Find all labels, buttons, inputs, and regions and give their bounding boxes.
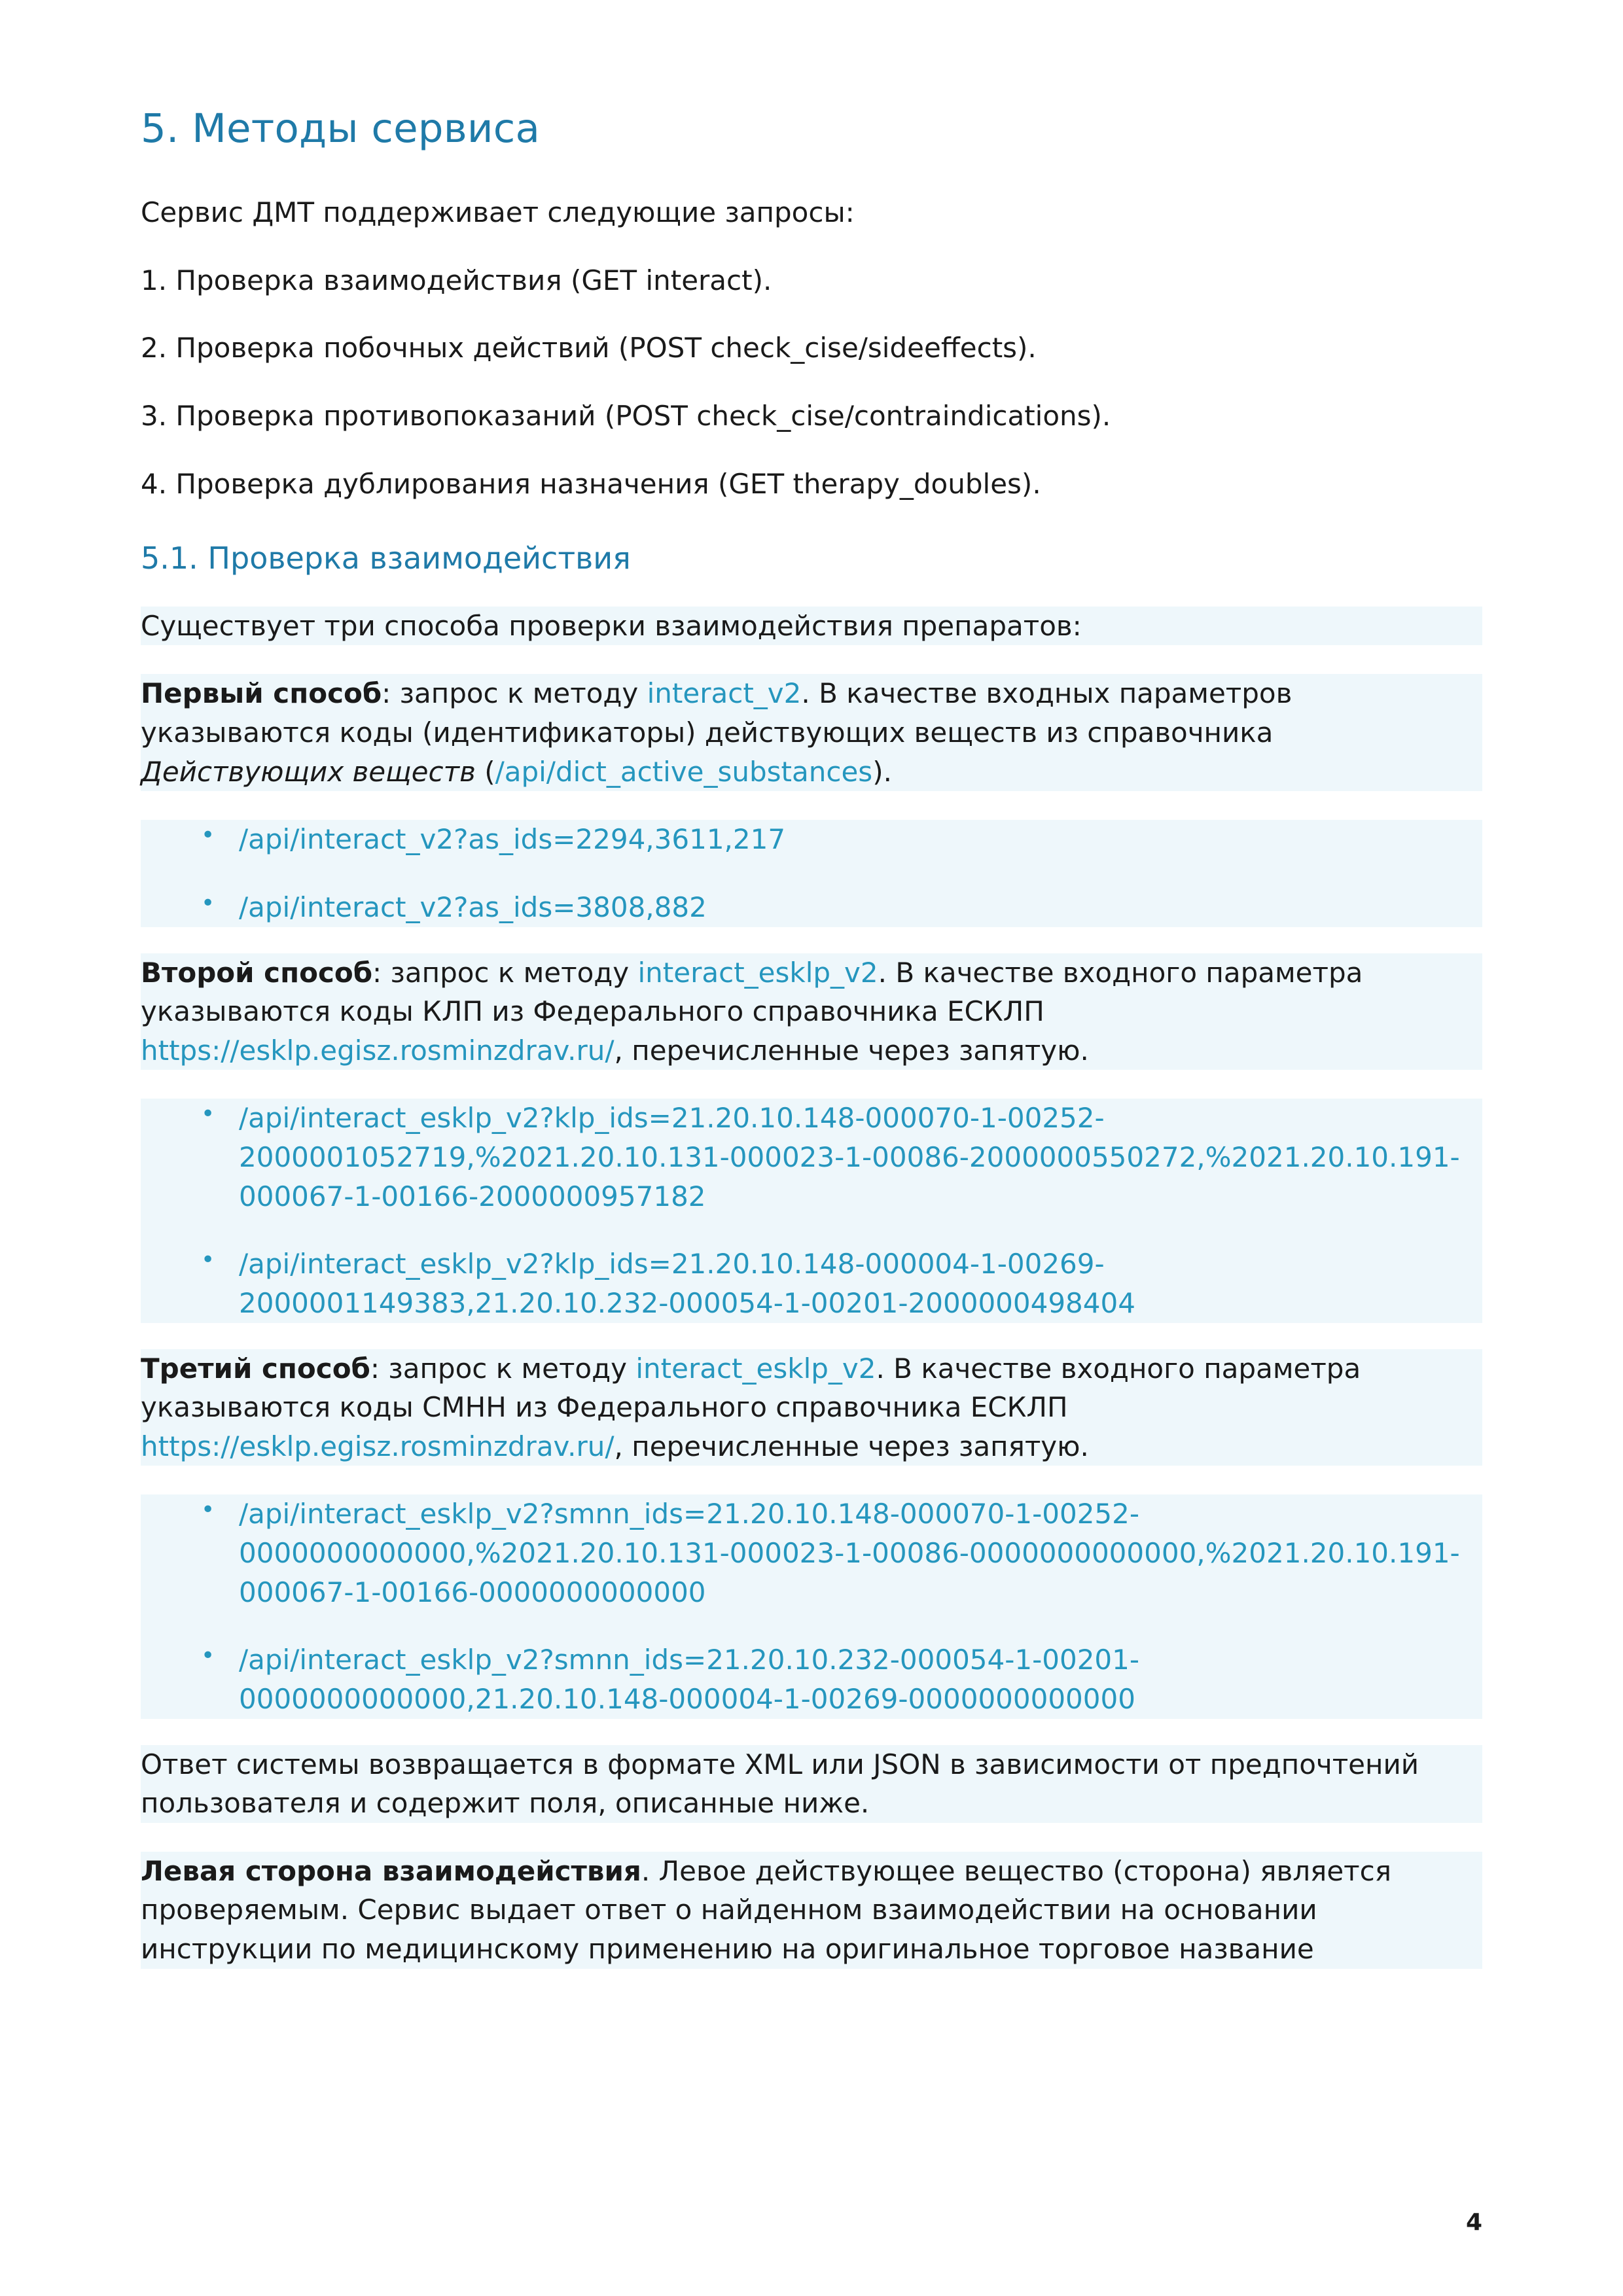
page-number: 4	[1465, 2209, 1482, 2236]
way-two-examples-list	[141, 1099, 1482, 1322]
method-item-4: 4. Проверка дублирования назначения (GET therapy_doubles).	[141, 467, 1041, 500]
way-three-examples-list	[141, 1494, 1482, 1718]
way-two-text-b: . В качестве входного параметра указываются коды КЛП из Федерального справочника ЕСКЛП	[141, 956, 1363, 1028]
ways-intro-paragraph: Существует три способа проверки взаимодействия препаратов:	[141, 607, 1482, 646]
example-link[interactable]: /api/interact_esklp_v2?smnn_ids=21.20.10.148-000070-1-00252-0000000000000,%2021.20.10.131-000023-1-00086-0000000000000,%2021.20.10.191-000067-1-00166-0000000000000	[239, 1498, 1460, 1608]
way-one-text-c: (	[475, 755, 495, 788]
example-link[interactable]: /api/interact_esklp_v2?klp_ids=21.20.10.148-000070-1-00252-2000001052719,%2021.20.10.131-000023-1-00086-2000000550272,%2021.20.10.191-000067-1-00166-2000000957182	[239, 1102, 1460, 1212]
list-item[interactable]	[141, 1494, 1482, 1612]
list-item[interactable]	[141, 820, 1482, 859]
page-content	[141, 105, 1482, 1969]
list-item[interactable]	[141, 888, 1482, 927]
way-one-text-b: . В качестве входных параметров указываются коды (идентификаторы) действующих веществ из справочника	[141, 677, 1293, 749]
way-three-text-b: . В качестве входного параметра указываются коды СМНН из Федерального справочника ЕСКЛП	[141, 1352, 1361, 1424]
example-link[interactable]: /api/interact_v2?as_ids=2294,3611,217	[239, 823, 786, 856]
interact-esklp-v2-link[interactable]: interact_esklp_v2	[637, 956, 878, 989]
section-subtitle: 5.1. Проверка взаимодействия	[141, 540, 631, 576]
example-link[interactable]: /api/interact_v2?as_ids=3808,882	[239, 891, 707, 923]
esklp-portal-link[interactable]: https://esklp.egisz.rosminzdrav.ru/	[141, 1034, 615, 1067]
way-one-italic: Действующих веществ	[141, 755, 476, 788]
left-side-paragraph	[141, 1852, 1482, 1969]
interact-esklp-v2-link[interactable]: interact_esklp_v2	[635, 1352, 876, 1385]
way-two-text-a: : запрос к методу	[372, 956, 638, 989]
method-item-1: 1. Проверка взаимодействия (GET interact).	[141, 264, 772, 296]
way-three-text-a: : запрос к методу	[370, 1352, 636, 1385]
method-item-2: 2. Проверка побочных действий (POST check_cise/sideeffects).	[141, 332, 1037, 364]
way-one-text-d: ).	[872, 755, 892, 788]
method-item-3: 3. Проверка противопоказаний (POST check_cise/contraindications).	[141, 400, 1111, 433]
list-item[interactable]	[141, 1099, 1482, 1216]
esklp-portal-link[interactable]: https://esklp.egisz.rosminzdrav.ru/	[141, 1430, 615, 1462]
example-link[interactable]: /api/interact_esklp_v2?klp_ids=21.20.10.148-000004-1-00269-2000001149383,21.20.10.232-000054-1-00201-2000000498404	[239, 1248, 1135, 1319]
way-one-label: Первый способ	[141, 677, 382, 710]
page-title: 5. Методы сервиса	[141, 105, 541, 152]
way-three-paragraph	[141, 1349, 1482, 1466]
way-one-examples-list	[141, 820, 1482, 927]
left-side-text: . Левое действующее вещество (сторона) является проверяемым. Сервис выдает ответ о найденном взаимодействии на основании инструкции по медицинскому применению на оригинальное торговое название	[141, 1854, 1391, 1966]
list-item[interactable]	[141, 1640, 1482, 1718]
way-two-text-c: , перечисленные через запятую.	[614, 1034, 1089, 1067]
left-side-label: Левая сторона взаимодействия	[141, 1854, 641, 1887]
way-two-paragraph	[141, 953, 1482, 1070]
way-one-paragraph	[141, 674, 1482, 791]
dict-active-substances-link[interactable]: /api/dict_active_substances	[495, 755, 873, 788]
interact-v2-link[interactable]: interact_v2	[647, 677, 802, 710]
way-three-label: Третий способ	[141, 1352, 370, 1385]
example-link[interactable]: /api/interact_esklp_v2?smnn_ids=21.20.10.232-000054-1-00201-0000000000000,21.20.10.148-000004-1-00269-0000000000000	[239, 1644, 1140, 1715]
intro-paragraph: Сервис ДМТ поддерживает следующие запросы:	[141, 196, 855, 229]
list-item[interactable]	[141, 1245, 1482, 1322]
way-two-label: Второй способ	[141, 956, 373, 989]
response-note-paragraph: Ответ системы возвращается в формате XML или JSON в зависимости от предпочтений пользователя и содержит поля, описанные ниже.	[141, 1745, 1482, 1823]
way-one-text-a: : запрос к методу	[382, 677, 647, 710]
way-three-text-c: , перечисленные через запятую.	[614, 1430, 1089, 1462]
